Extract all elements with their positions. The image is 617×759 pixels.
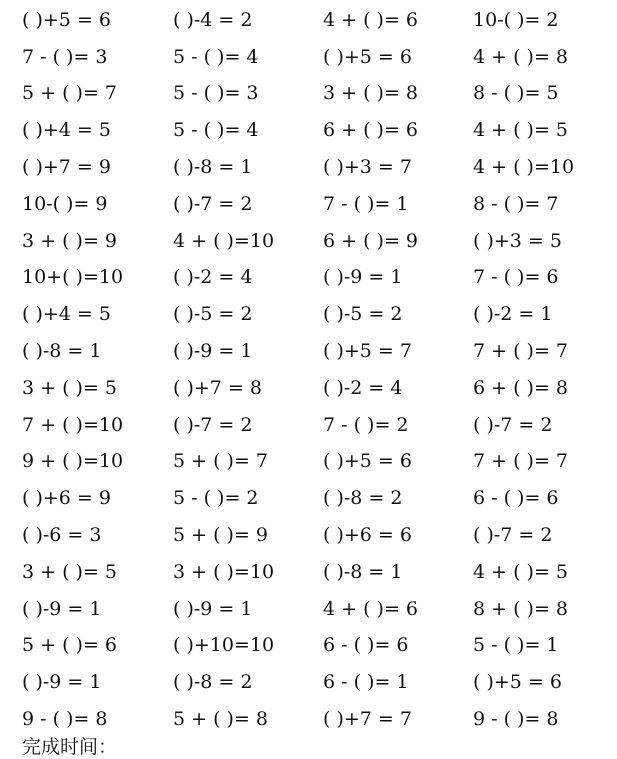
arithmetic-problem: 4 + ( )=10 <box>473 156 575 179</box>
arithmetic-problem: 10-( )= 2 <box>473 8 559 31</box>
arithmetic-problem: ( )-9 = 1 <box>173 340 253 363</box>
arithmetic-problem: ( )-9 = 1 <box>22 597 102 620</box>
arithmetic-problem: ( )-8 = 2 <box>323 487 403 510</box>
problem-row <box>22 2 612 39</box>
arithmetic-problem: 5 + ( )= 7 <box>22 82 117 105</box>
arithmetic-problem: 5 + ( )= 7 <box>173 450 268 473</box>
problem-row <box>22 333 612 370</box>
problem-row <box>22 407 612 444</box>
arithmetic-problem: 7 + ( )= 7 <box>473 450 568 473</box>
arithmetic-problem: ( )+7 = 7 <box>323 708 412 731</box>
arithmetic-problem: 7 - ( )= 1 <box>323 192 409 215</box>
problem-row <box>22 370 612 407</box>
arithmetic-problem: ( )+6 = 6 <box>323 524 412 547</box>
arithmetic-problem: ( )+5 = 7 <box>323 340 412 363</box>
arithmetic-problem: ( )-7 = 2 <box>173 413 253 436</box>
arithmetic-problem: ( )+3 = 7 <box>323 156 412 179</box>
problem-row <box>22 628 612 665</box>
arithmetic-problem: ( )-9 = 1 <box>173 597 253 620</box>
arithmetic-problem: 4 + ( )= 8 <box>473 45 568 68</box>
arithmetic-problem: 7 - ( )= 2 <box>323 413 409 436</box>
arithmetic-problem: ( )+6 = 9 <box>22 487 111 510</box>
arithmetic-problem: 8 - ( )= 5 <box>473 82 559 105</box>
arithmetic-problem: 6 - ( )= 6 <box>473 487 559 510</box>
problem-row <box>22 444 612 481</box>
problem-grid <box>22 2 612 738</box>
arithmetic-problem: ( )+5 = 6 <box>323 45 412 68</box>
arithmetic-problem: 9 + ( )=10 <box>22 450 124 473</box>
arithmetic-problem: 5 + ( )= 6 <box>22 634 117 657</box>
arithmetic-problem: 5 - ( )= 1 <box>473 634 559 657</box>
arithmetic-problem: 8 - ( )= 7 <box>473 192 559 215</box>
arithmetic-problem: ( )+7 = 8 <box>173 376 262 399</box>
problem-row <box>22 591 612 628</box>
arithmetic-problem: ( )-2 = 1 <box>473 303 553 326</box>
arithmetic-problem: ( )-7 = 2 <box>173 192 253 215</box>
problem-row <box>22 517 612 554</box>
arithmetic-problem: ( )-9 = 1 <box>22 671 102 694</box>
arithmetic-problem: ( )+5 = 6 <box>323 450 412 473</box>
arithmetic-problem: 6 + ( )= 8 <box>473 376 568 399</box>
arithmetic-problem: ( )-9 = 1 <box>323 266 403 289</box>
arithmetic-problem: 5 - ( )= 4 <box>173 45 259 68</box>
arithmetic-problem: 5 + ( )= 9 <box>173 524 268 547</box>
arithmetic-problem: 5 - ( )= 2 <box>173 487 259 510</box>
arithmetic-problem: ( )-6 = 3 <box>22 524 102 547</box>
arithmetic-problem: ( )+4 = 5 <box>22 303 111 326</box>
arithmetic-problem: 9 - ( )= 8 <box>473 708 559 731</box>
problem-row <box>22 39 612 76</box>
arithmetic-problem: 10+( )=10 <box>22 266 124 289</box>
arithmetic-problem: ( )-8 = 1 <box>173 156 253 179</box>
problem-row <box>22 76 612 113</box>
problem-row <box>22 223 612 260</box>
arithmetic-problem: ( )-2 = 4 <box>323 376 403 399</box>
problem-row <box>22 149 612 186</box>
arithmetic-problem: 9 - ( )= 8 <box>22 708 108 731</box>
arithmetic-problem: 6 + ( )= 9 <box>323 229 418 252</box>
problem-row <box>22 296 612 333</box>
arithmetic-problem: ( )+10=10 <box>173 634 275 657</box>
arithmetic-problem: 5 - ( )= 4 <box>173 119 259 142</box>
arithmetic-problem: 3 + ( )=10 <box>173 560 275 583</box>
arithmetic-problem: 7 - ( )= 3 <box>22 45 108 68</box>
completion-time-label: 完成时间： <box>22 736 118 758</box>
arithmetic-problem: ( )-8 = 1 <box>22 340 102 363</box>
arithmetic-problem: 6 - ( )= 6 <box>323 634 409 657</box>
arithmetic-problem: ( )-8 = 2 <box>173 671 253 694</box>
arithmetic-problem: 4 + ( )=10 <box>173 229 275 252</box>
arithmetic-problem: ( )-7 = 2 <box>473 413 553 436</box>
arithmetic-problem: ( )+5 = 6 <box>22 8 111 31</box>
arithmetic-problem: 3 + ( )= 9 <box>22 229 117 252</box>
arithmetic-problem: ( )-4 = 2 <box>173 8 253 31</box>
arithmetic-problem: ( )+3 = 5 <box>473 229 562 252</box>
arithmetic-problem: ( )-8 = 1 <box>323 560 403 583</box>
problem-row <box>22 554 612 591</box>
arithmetic-problem: ( )+7 = 9 <box>22 156 111 179</box>
problem-row <box>22 480 612 517</box>
problem-row <box>22 186 612 223</box>
problem-row <box>22 112 612 149</box>
arithmetic-problem: ( )+4 = 5 <box>22 119 111 142</box>
problem-row <box>22 664 612 701</box>
arithmetic-problem: 6 - ( )= 1 <box>323 671 409 694</box>
arithmetic-problem: ( )+5 = 6 <box>473 671 562 694</box>
arithmetic-problem: 4 + ( )= 5 <box>473 560 568 583</box>
arithmetic-problem: ( )-7 = 2 <box>473 524 553 547</box>
arithmetic-problem: 6 + ( )= 6 <box>323 119 418 142</box>
arithmetic-problem: 7 - ( )= 6 <box>473 266 559 289</box>
arithmetic-problem: 4 + ( )= 5 <box>473 119 568 142</box>
arithmetic-problem: 10-( )= 9 <box>22 192 108 215</box>
arithmetic-problem: 5 + ( )= 8 <box>173 708 268 731</box>
arithmetic-problem: 3 + ( )= 8 <box>323 82 418 105</box>
arithmetic-problem: 8 + ( )= 8 <box>473 597 568 620</box>
arithmetic-problem: 5 - ( )= 3 <box>173 82 259 105</box>
arithmetic-problem: 7 + ( )=10 <box>22 413 124 436</box>
problem-row <box>22 260 612 297</box>
arithmetic-problem: 7 + ( )= 7 <box>473 340 568 363</box>
arithmetic-problem: ( )-5 = 2 <box>173 303 253 326</box>
arithmetic-problem: ( )-2 = 4 <box>173 266 253 289</box>
arithmetic-problem: 4 + ( )= 6 <box>323 8 418 31</box>
problem-row <box>22 701 612 738</box>
arithmetic-problem: 4 + ( )= 6 <box>323 597 418 620</box>
arithmetic-problem: ( )-5 = 2 <box>323 303 403 326</box>
arithmetic-problem: 3 + ( )= 5 <box>22 376 117 399</box>
arithmetic-problem: 3 + ( )= 5 <box>22 560 117 583</box>
